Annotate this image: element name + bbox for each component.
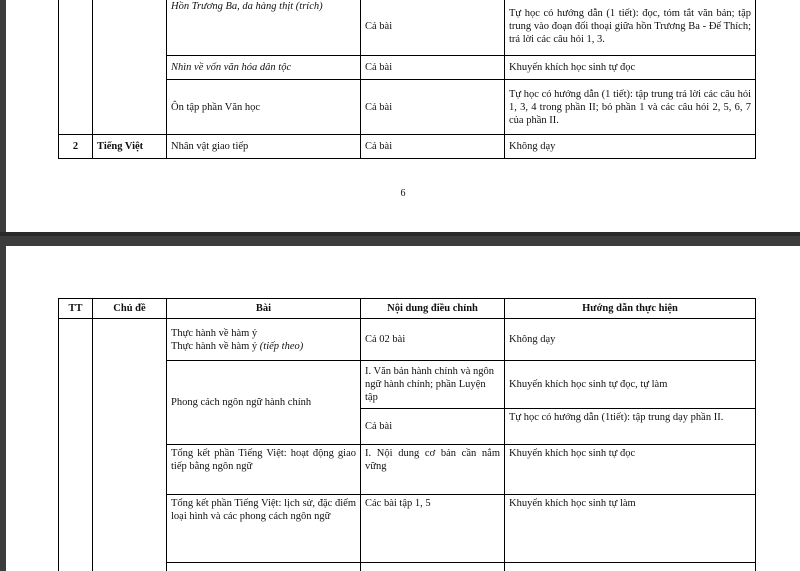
guide-cell: Không dạy [505, 135, 756, 159]
header-tt: TT [59, 299, 93, 319]
tt-cell: 2 [59, 135, 93, 159]
tt-cell [59, 0, 93, 135]
adjust-cell: I. Văn bản hành chính và ngôn ngữ hành chính; phần Luyện tập [361, 361, 505, 409]
adjust-cell: Cả bài [361, 56, 505, 80]
guide-cell: Tự học có hướng dẫn (1tiết): tập trung dạy phần II. [505, 409, 756, 445]
table-row [59, 0, 756, 56]
guide-cell: Khuyến khích học sinh tự đọc [505, 445, 756, 495]
header-guide: Hướng dẫn thực hiện [505, 299, 756, 319]
lesson-cell: Phong cách ngôn ngữ hành chính [167, 361, 361, 445]
topic-cell [93, 319, 167, 571]
document-page-6 [6, 0, 800, 232]
table-row [59, 319, 756, 361]
adjustment-table [58, 298, 756, 571]
adjust-cell: Cả bài [361, 135, 505, 159]
table-header-row [59, 299, 756, 319]
page-shadow [0, 232, 800, 236]
guide-cell [505, 563, 756, 571]
lesson-cell: Nhân vật giao tiếp [167, 135, 361, 159]
guide-cell: Tự học có hướng dẫn (1 tiết): tập trung trả lời các câu hỏi 1, 3, 4 trong phần II; bỏ phần 1 và các câu hỏi 2, 5, 6, 7 của phần II. [505, 80, 756, 135]
lesson-cell: Tổng kết phần Tiếng Việt: lịch sử, đặc điểm loại hình và các phong cách ngôn ngữ [167, 495, 361, 563]
lesson-note: (tiếp theo) [259, 340, 304, 352]
tt-cell [59, 319, 93, 571]
table-row [59, 135, 756, 159]
header-lesson: Bài [167, 299, 361, 319]
lesson-cell: Ôn tập phần Văn học [167, 80, 361, 135]
adjust-cell: I. Nội dung cơ bản cần nắm vững [361, 445, 505, 495]
document-page-7 [6, 246, 800, 571]
guide-cell: Khuyến khích học sinh tự đọc, tự làm [505, 361, 756, 409]
header-adjust: Nội dung điều chỉnh [361, 299, 505, 319]
guide-cell: Tự học có hướng dẫn (1 tiết): đọc, tóm tắt văn bản; tập trung vào đoạn đối thoại giữa hồn Trương Ba - Đế Thích; trả lời các câu hỏi 1, 3. [505, 0, 756, 56]
guide-cell: Không dạy [505, 319, 756, 361]
header-topic: Chủ đề [93, 299, 167, 319]
guide-cell: Khuyến khích học sinh tự đọc [505, 56, 756, 80]
lesson-cell [167, 319, 361, 361]
adjust-cell: Cả 02 bài [361, 319, 505, 361]
topic-cell: Tiếng Việt [93, 135, 167, 159]
lesson-text: Thực hành về hàm ý [171, 340, 258, 352]
adjust-cell [361, 563, 505, 571]
lesson-cell: Hồn Trương Ba, da hàng thịt (trích) [167, 0, 361, 56]
adjust-cell: Cả bài [361, 409, 505, 445]
page-number: 6 [400, 188, 406, 199]
lesson-line: Thực hành về hàm ý [171, 327, 258, 339]
guide-cell: Khuyến khích học sinh tự làm [505, 495, 756, 563]
page-separator [0, 232, 800, 246]
lesson-line [171, 340, 356, 353]
adjustment-table-continued [58, 0, 756, 159]
adjust-cell: Cả bài [361, 0, 505, 56]
lesson-cell [167, 563, 361, 571]
topic-cell [93, 0, 167, 135]
adjust-cell: Cả bài [361, 80, 505, 135]
adjust-cell: Các bài tập 1, 5 [361, 495, 505, 563]
lesson-cell: Nhìn về vốn văn hóa dân tộc [167, 56, 361, 80]
lesson-cell: Tổng kết phần Tiếng Việt: hoạt động giao tiếp bằng ngôn ngữ [167, 445, 361, 495]
